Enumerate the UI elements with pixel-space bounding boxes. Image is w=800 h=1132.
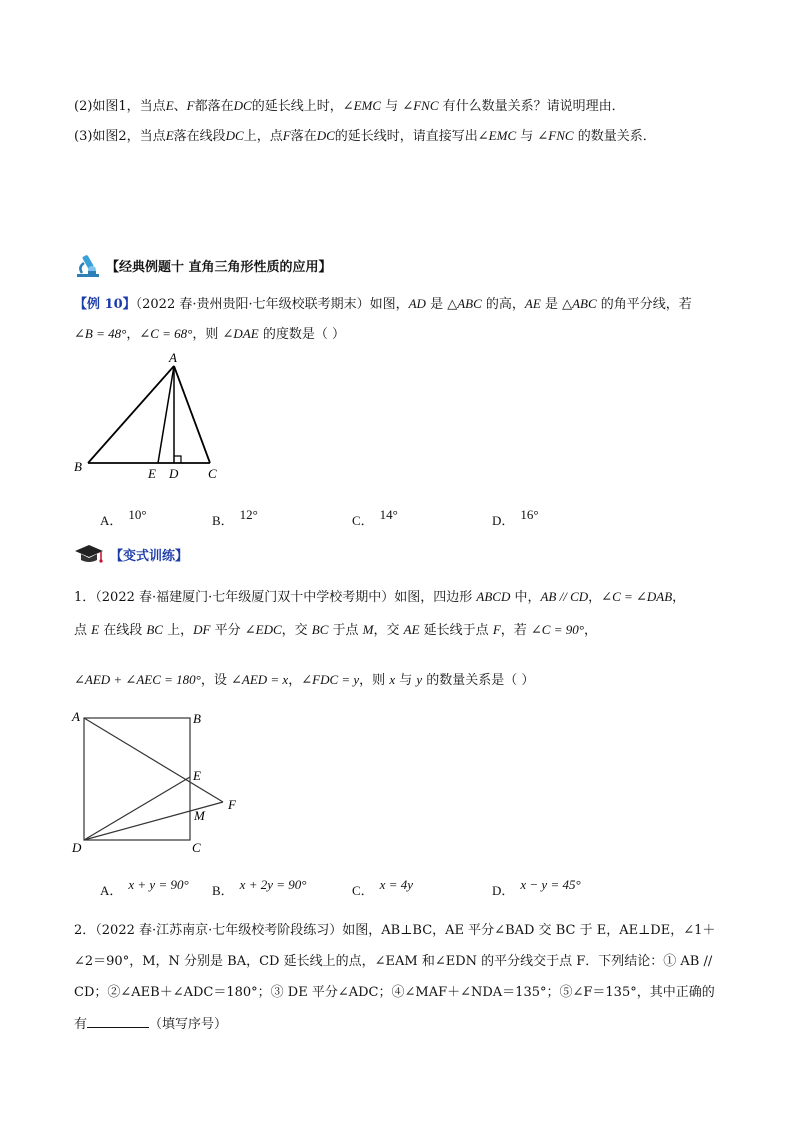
ex10-option-d[interactable] — [492, 507, 539, 529]
ex10-math: ∠B = 48° — [74, 326, 127, 341]
line-de — [84, 777, 190, 840]
p1-text: 点 — [74, 623, 92, 638]
q3-math-emc: ∠EMC — [477, 128, 517, 143]
ex10-math: AD — [408, 296, 426, 311]
p1-math: x — [389, 672, 396, 687]
ex10-text: 的角平分线，若 — [596, 297, 692, 312]
option-value: 14° — [379, 507, 398, 522]
label-e: E — [148, 466, 156, 481]
quadrilateral-figure — [70, 705, 260, 857]
q2-text: 与 — [381, 99, 403, 114]
example-label: 【例 10】 — [74, 297, 136, 312]
side-ac — [174, 366, 210, 463]
p1-math: ∠C = ∠DAB — [601, 589, 673, 604]
p1-math: E — [91, 622, 100, 637]
q3-math-f: F — [282, 128, 291, 143]
ex10-text: ，则 — [192, 327, 223, 342]
problem-2-line4 — [74, 1015, 227, 1034]
p1-text: 与 — [395, 673, 417, 688]
ex10-math: ∠C = 68° — [139, 326, 193, 341]
option-label: D． — [492, 883, 515, 898]
ex10-text: 的高， — [481, 297, 525, 312]
option-label: A． — [100, 883, 123, 898]
label-c: C — [208, 466, 217, 481]
p1-option-b[interactable] — [212, 877, 307, 899]
p1-option-c[interactable] — [352, 877, 413, 899]
p1-text: ， — [588, 590, 602, 605]
q2-text: (2)如图1，当点 — [74, 99, 166, 114]
q2-text: 都落在 — [194, 99, 234, 114]
q2-text: 、 — [173, 99, 187, 114]
p1-math: F — [492, 622, 501, 637]
microscope-icon — [74, 252, 102, 278]
section-title: 【经典例题十 直角三角形性质的应用】 — [106, 259, 332, 275]
p1-text: 于点 — [328, 623, 363, 638]
label-e: E — [193, 768, 201, 783]
q2-text: 的延长线上时， — [251, 99, 343, 114]
p1-text: 中， — [510, 590, 541, 605]
problem-2-line3: CD；②∠AEB＋∠ADC＝180°；③ DE 平分∠ADC；④∠MAF＋∠NDA＝135°；⑤∠F＝135°，其中正确的 — [74, 985, 715, 1000]
q3-math-fnc: ∠FNC — [537, 128, 574, 143]
label-a: A — [169, 350, 177, 365]
p1-option-d[interactable] — [492, 877, 581, 899]
ex10-text: 的度数是（ ） — [258, 327, 345, 342]
problem-2-line2: ∠2＝90°，M，N 分别是 BA，CD 延长线上的点，∠EAM 和∠EDN 的平分线交于点 F．下列结论：① AB // — [74, 954, 713, 969]
p2-text: 有 — [74, 1017, 88, 1032]
variant-title: 【变式训练】 — [110, 548, 189, 564]
p1-math: BC — [146, 622, 163, 637]
option-label: D． — [492, 513, 515, 528]
option-label: C． — [352, 513, 374, 528]
p1-math: ∠C = 90° — [530, 622, 584, 637]
q2-math-f: F — [186, 98, 195, 113]
p1-math: M — [362, 622, 374, 637]
p1-text: ，若 — [500, 623, 531, 638]
question-3 — [74, 127, 656, 146]
label-c: C — [192, 840, 201, 855]
p1-text: 1．（2022 春·福建厦门·七年级厦门双十中学校考期中）如图，四边形 — [74, 590, 477, 605]
p1-text: ，交 — [281, 623, 312, 638]
option-value: x = 4y — [379, 877, 413, 892]
p1-text: ，交 — [373, 623, 404, 638]
p1-math: BC — [311, 622, 329, 637]
q2-math-fnc: ∠FNC — [402, 98, 439, 113]
p1-math: AE — [403, 622, 420, 637]
problem-1-line2 — [74, 621, 597, 640]
option-value: 12° — [239, 507, 258, 522]
ex10-text: 是 — [540, 297, 563, 312]
p1-text: 延长线于点 — [419, 623, 493, 638]
p1-text: 在线段 — [99, 623, 147, 638]
option-value: x + y = 90° — [128, 877, 189, 892]
option-label: B． — [212, 513, 234, 528]
q3-math-e: E — [165, 128, 174, 143]
label-m: M — [194, 808, 205, 823]
ex10-text: （2022 春·贵州贵阳·七年级校联考期末）如图， — [135, 297, 409, 312]
p1-text: ， — [672, 590, 686, 605]
option-value: 10° — [128, 507, 147, 522]
q3-text: 与 — [516, 129, 538, 144]
q3-text: 落在 — [290, 129, 317, 144]
graduation-cap-icon — [74, 542, 104, 566]
label-b: B — [193, 711, 201, 726]
label-f: F — [228, 797, 236, 812]
label-a: A — [72, 709, 80, 724]
section-heading — [74, 252, 332, 278]
p1-text: 平分 — [210, 623, 245, 638]
p1-text: ， — [583, 623, 597, 638]
answer-blank[interactable] — [87, 1015, 149, 1028]
line-af — [84, 718, 223, 802]
q3-text: 的数量关系． — [573, 129, 656, 144]
p1-text: ， — [288, 673, 302, 688]
ex10-option-a[interactable] — [100, 507, 147, 529]
p1-math: ABCD — [476, 589, 511, 604]
ex10-option-c[interactable] — [352, 507, 398, 529]
variant-heading — [74, 542, 188, 566]
p1-text: 的数量关系是（ ） — [422, 673, 535, 688]
q3-math-dc: DC — [225, 128, 244, 143]
q3-text: (3)如图2，当点 — [74, 129, 166, 144]
option-label: B． — [212, 883, 234, 898]
problem-2-line1: 2．（2022 春·江苏南京·七年级校考阶段练习）如图，AB⊥BC，AE 平分∠BAD 交 BC 于 E，AE⊥DE，∠1＋ — [74, 923, 716, 938]
ex10-math: AE — [524, 296, 541, 311]
right-angle-mark — [174, 456, 181, 463]
triangle-figure — [70, 348, 230, 483]
p1-math: DF — [193, 622, 211, 637]
option-value: x + 2y = 90° — [239, 877, 307, 892]
p1-math: ∠EDC — [244, 622, 282, 637]
example-10-line2 — [74, 325, 345, 344]
label-d: D — [169, 466, 179, 481]
ex10-text: ， — [126, 327, 140, 342]
problem-1-line1 — [74, 588, 685, 607]
q3-text: 上，点 — [243, 129, 283, 144]
label-b: B — [74, 459, 82, 474]
ex10-math: ∠DAE — [222, 326, 259, 341]
p1-math: y — [416, 672, 423, 687]
problem-1-line3 — [74, 671, 534, 690]
q2-math-dc: DC — [233, 98, 252, 113]
p1-math: AB // CD — [540, 589, 589, 604]
q3-text: 落在线段 — [173, 129, 226, 144]
square-abcd — [84, 718, 190, 840]
p1-math: ∠FDC = y — [301, 672, 360, 687]
p1-option-a[interactable] — [100, 877, 189, 899]
p2-text: （填写序号） — [149, 1017, 228, 1032]
p1-math: ∠AED + ∠AEC = 180° — [74, 672, 201, 687]
option-label: A． — [100, 513, 123, 528]
p1-text: ，则 — [359, 673, 390, 688]
option-value: 16° — [520, 507, 539, 522]
question-2 — [74, 97, 625, 116]
ex10-option-b[interactable] — [212, 507, 258, 529]
example-10-line1 — [74, 295, 692, 314]
label-d: D — [72, 840, 82, 855]
q3-text: 的延长线时，请直接写出 — [334, 129, 478, 144]
ex10-math: △ABC — [562, 296, 597, 311]
p1-text: ，设 — [200, 673, 231, 688]
ex10-text: 是 — [425, 297, 448, 312]
q2-text: 有什么数量关系？请说明理由． — [438, 99, 625, 114]
q2-math-e: E — [165, 98, 174, 113]
ex10-math: △ABC — [447, 296, 482, 311]
q2-math-emc: ∠EMC — [342, 98, 382, 113]
p1-math: ∠AED = x — [231, 672, 289, 687]
p1-text: 上， — [162, 623, 194, 638]
q3-math-dc: DC — [316, 128, 335, 143]
option-value: x − y = 45° — [520, 877, 581, 892]
option-label: C． — [352, 883, 374, 898]
